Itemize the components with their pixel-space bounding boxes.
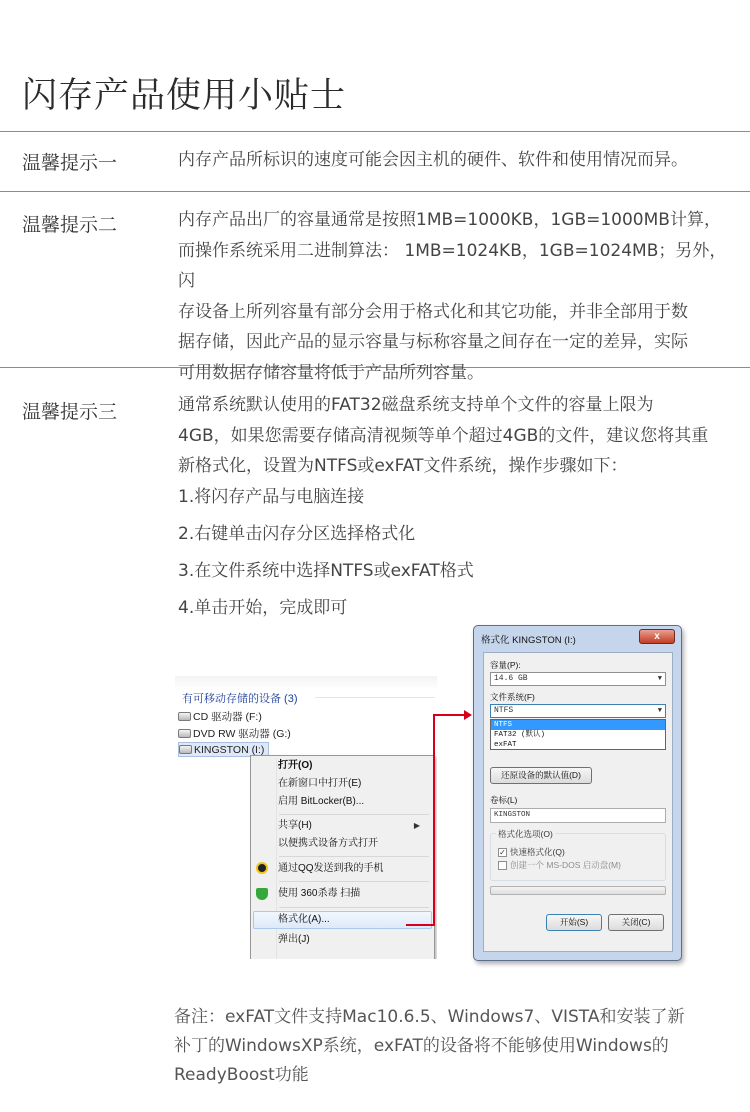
step-item: 4.单击开始，完成即可 xyxy=(178,598,348,618)
filesystem-option-exfat[interactable]: exFAT xyxy=(494,741,517,749)
filesystem-option-ntfs[interactable]: NTFS xyxy=(491,720,665,730)
dialog-title: 格式化 KINGSTON (I:) xyxy=(481,635,576,646)
menu-item-bitlocker[interactable]: 启用 BitLocker(B)... xyxy=(278,796,365,807)
tip-3-line: 新格式化，设置为NTFS或exFAT文件系统，操作步骤如下： xyxy=(178,456,628,476)
menu-item-open[interactable]: 打开(O) xyxy=(278,760,313,771)
quick-format-label: 快速格式化(Q) xyxy=(510,847,565,857)
dvd-drive-icon xyxy=(178,729,191,738)
tip-3-body xyxy=(178,390,734,482)
page-title: 闪存产品使用小贴士 xyxy=(22,76,347,116)
capacity-select[interactable] xyxy=(490,672,666,686)
tip-2-line: 内存产品出厂的容量通常是按照1MB=1000KB，1GB=1000MB计算， xyxy=(178,210,721,230)
tip-1-line: 内存产品所标识的速度可能会因主机的硬件、软件和使用情况而异。 xyxy=(178,150,688,170)
msdos-disk-label: 创建一个 MS-DOS 启动盘(M) xyxy=(510,860,621,870)
drive-cd[interactable] xyxy=(178,709,262,724)
menu-item-format[interactable]: 格式化(A)... xyxy=(278,914,330,925)
volume-label-input[interactable]: KINGSTON xyxy=(490,808,666,823)
note-line: 备注：exFAT文件支持Mac10.6.5、Windows7、VISTA和安装了新 xyxy=(174,1007,685,1027)
qq-icon xyxy=(256,862,268,874)
group-divider xyxy=(315,697,435,698)
dialog-body xyxy=(483,652,673,952)
footnote xyxy=(174,1003,734,1090)
menu-item-portable[interactable]: 以便携式设备方式打开 xyxy=(278,838,378,849)
drive-label: DVD RW 驱动器 (G:) xyxy=(193,728,291,740)
format-options-label: 格式化选项(O) xyxy=(498,829,553,839)
menu-item-scan-360[interactable]: 使用 360杀毒 扫描 xyxy=(278,888,361,899)
context-menu xyxy=(250,755,435,959)
drive-label: KINGSTON (I:) xyxy=(194,743,265,756)
drive-dvd[interactable] xyxy=(178,726,291,741)
menu-item-share[interactable] xyxy=(278,817,428,835)
tip-2-line: 可用数据存储容量将低于产品所列容量。 xyxy=(178,362,484,383)
explorer-screenshot xyxy=(175,676,437,959)
menu-separator xyxy=(279,881,429,882)
checkmark-icon: ✓ xyxy=(499,847,506,857)
filesystem-value: NTFS xyxy=(494,706,514,715)
tip-3-line: 4GB，如果您需要存储高清视频等单个超过4GB的文件，建议您将其重 xyxy=(178,425,709,446)
tip-2-line: 存设备上所列容量有部分会用于格式化和其它功能，并非全部用于数 xyxy=(178,301,688,322)
menu-item-open-new-window[interactable]: 在新窗口中打开(E) xyxy=(278,778,362,789)
step-item: 2.右键单击闪存分区选择格式化 xyxy=(178,524,416,544)
tip-2-line: 而操作系统采用二进制算法： 1MB=1024KB，1GB=1024MB；另外，闪 xyxy=(178,240,727,291)
step-item: 3.在文件系统中选择NTFS或exFAT格式 xyxy=(178,561,474,581)
filesystem-option-fat32[interactable]: FAT32 (默认) xyxy=(494,731,546,739)
volume-label: 卷标(L) xyxy=(490,795,518,805)
format-progress-bar xyxy=(490,886,666,895)
tip-1-label: 温馨提示一 xyxy=(22,152,118,174)
capacity-label: 容量(P): xyxy=(490,660,521,670)
explorer-header-fade xyxy=(175,676,437,690)
chevron-down-icon: ▼ xyxy=(657,675,662,683)
divider xyxy=(0,191,750,192)
checkbox-icon xyxy=(498,861,507,870)
capacity-value: 14.6 GB xyxy=(494,674,528,683)
cd-drive-icon xyxy=(178,712,191,721)
shield-icon xyxy=(256,888,268,900)
filesystem-select[interactable] xyxy=(490,704,666,718)
tip-3-label: 温馨提示三 xyxy=(22,401,118,423)
step-item: 1.将闪存产品与电脑连接 xyxy=(178,487,365,507)
menu-separator xyxy=(279,814,429,815)
close-button[interactable]: 关闭(C) xyxy=(608,914,664,931)
tip-2-label: 温馨提示二 xyxy=(22,214,118,236)
start-button[interactable]: 开始(S) xyxy=(546,914,602,931)
filesystem-label: 文件系统(F) xyxy=(490,692,535,702)
menu-item-label: 共享(H) xyxy=(278,820,312,831)
menu-separator xyxy=(279,907,429,908)
usb-drive-icon xyxy=(179,745,192,754)
menu-item-qq-send[interactable]: 通过QQ发送到我的手机 xyxy=(278,863,384,874)
filesystem-dropdown-list xyxy=(490,719,666,750)
format-dialog xyxy=(473,625,682,961)
tip-3-line: 通常系统默认使用的FAT32磁盘系统支持单个文件的容量上限为 xyxy=(178,395,654,415)
removable-devices-header[interactable]: 有可移动存储的设备 (3) xyxy=(182,693,298,705)
note-line: 补丁的WindowsXP系统，exFAT的设备将不能够使用Windows的 xyxy=(174,1036,669,1056)
restore-defaults-button[interactable]: 还原设备的默认值(D) xyxy=(490,767,592,784)
submenu-arrow-icon: ▶ xyxy=(413,821,420,830)
divider xyxy=(0,131,750,132)
tip-1-body xyxy=(178,145,734,176)
drive-label: CD 驱动器 (F:) xyxy=(193,711,262,723)
note-line: ReadyBoost功能 xyxy=(174,1065,309,1085)
menu-item-eject[interactable]: 弹出(J) xyxy=(278,934,310,945)
tip-2-line: 据存储，因此产品的显示容量与标称容量之间存在一定的差异，实际 xyxy=(178,332,688,352)
msdos-disk-checkbox xyxy=(498,859,621,871)
step-list xyxy=(178,479,734,627)
menu-separator xyxy=(279,856,429,857)
chevron-down-icon: ▼ xyxy=(657,707,662,715)
close-icon[interactable]: x xyxy=(639,629,675,644)
quick-format-checkbox[interactable] xyxy=(498,846,565,858)
tip-2-body xyxy=(178,205,734,388)
